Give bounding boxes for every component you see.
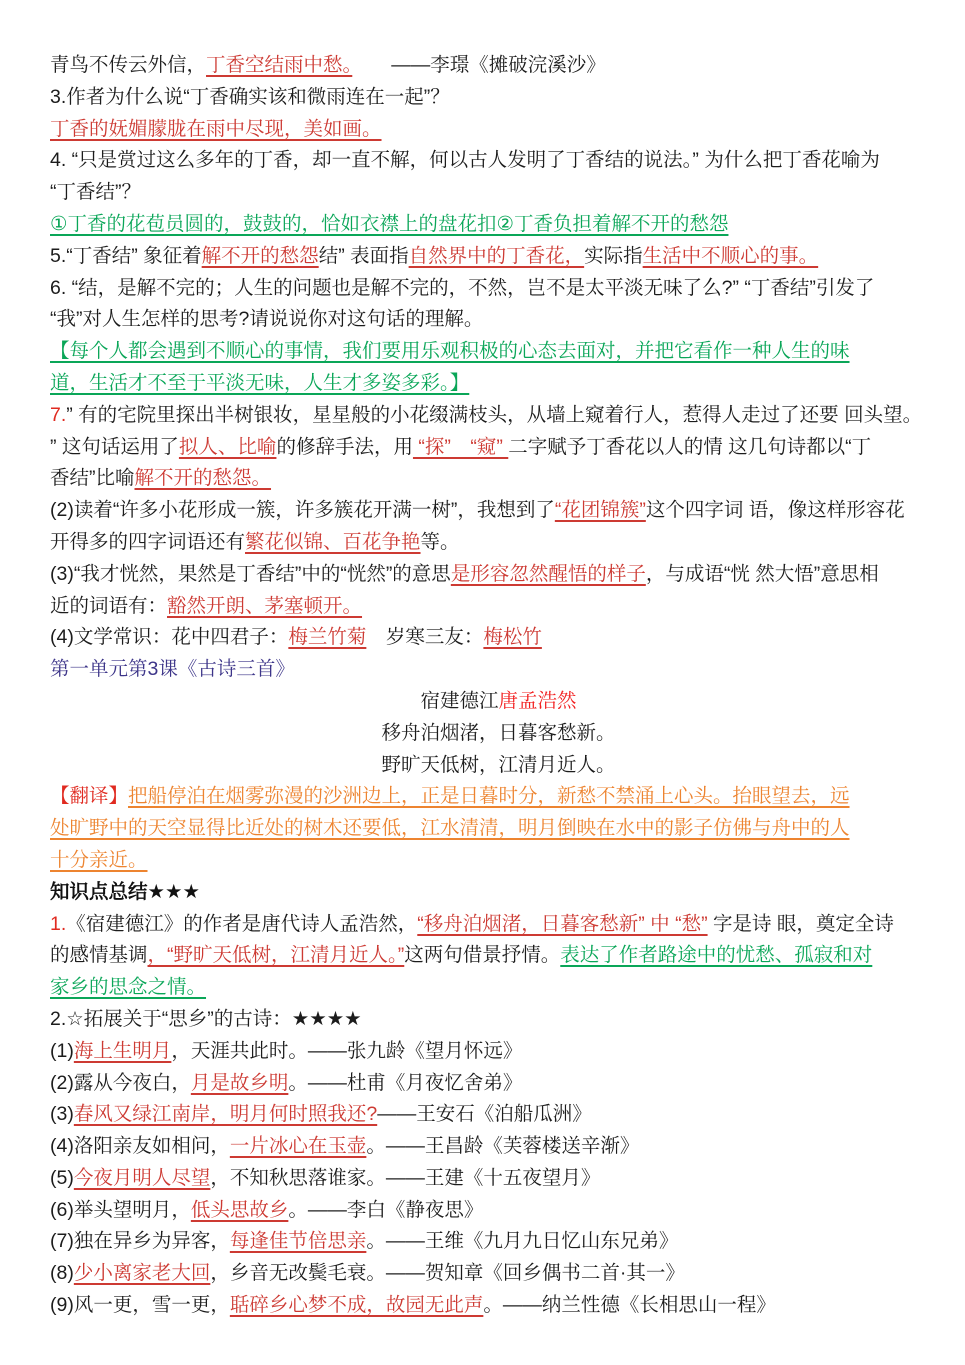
text-segment: 每逢佳节倍思亲 bbox=[229, 1230, 367, 1253]
document-line bbox=[50, 622, 947, 654]
document-line bbox=[50, 1290, 947, 1322]
text-segment: 解不开的愁怨。 bbox=[134, 467, 272, 490]
text-segment: 。——王昌龄《芙蓉楼送辛渐》 bbox=[366, 1135, 640, 1158]
text-segment: 3.作者为什么说“丁香确实该和微雨连在一起”？ bbox=[50, 85, 450, 108]
document-line bbox=[50, 813, 947, 845]
document-line bbox=[50, 1036, 947, 1068]
document-line bbox=[50, 527, 947, 559]
text-segment: ” 有的宅院里探出半树银妆，星星般的小花缀满枝头，从墙上窥着行人，惹得人走过了还要 回头望。 bbox=[66, 403, 923, 426]
text-segment: (8) bbox=[50, 1262, 74, 1285]
document-line bbox=[50, 940, 947, 972]
text-segment: 一片冰心在玉壶 bbox=[229, 1135, 367, 1158]
document-line bbox=[50, 177, 947, 209]
text-segment: 聒碎乡心梦不成，故园无此声 bbox=[229, 1294, 484, 1317]
text-segment: 移舟泊烟渚，日暮客愁新。 bbox=[381, 721, 616, 744]
text-segment: 丁香空结雨中愁。 bbox=[206, 54, 353, 76]
document-line bbox=[50, 1163, 947, 1195]
text-segment: 拟人、比喻 bbox=[178, 435, 277, 458]
text-segment: 。——李白《静夜思》 bbox=[288, 1198, 484, 1221]
text-segment: 表达了作者路途中的忧愁、孤寂和对 bbox=[560, 944, 873, 967]
text-segment: “花团锦簇” bbox=[554, 499, 646, 522]
text-segment: 。——杜甫《月夜忆舍弟》 bbox=[288, 1071, 523, 1094]
text-segment: 梅兰竹菊 bbox=[288, 626, 367, 649]
text-segment: 青鸟不传云外信， bbox=[50, 54, 207, 76]
text-segment: 豁然开朗、茅塞顿开。 bbox=[167, 594, 363, 617]
text-segment: (2)读着“许多小花形成一簇，许多簇花开满一树”，我想到了 bbox=[50, 499, 555, 522]
document-line bbox=[50, 686, 947, 718]
text-segment: 把船停泊在烟雾弥漫的沙洲边上，正是日暮时分，新愁不禁涌上心头。抬眼望去，远 bbox=[128, 785, 850, 808]
document-line bbox=[50, 718, 947, 750]
text-segment: (3) bbox=[50, 1103, 74, 1126]
text-segment: 结” 表面指 bbox=[318, 244, 409, 267]
text-segment: (1) bbox=[50, 1039, 74, 1062]
text-segment: 梅松竹 bbox=[483, 626, 542, 649]
document-body bbox=[50, 50, 947, 1322]
document-line bbox=[50, 400, 947, 432]
text-segment: 5.“丁香结” 象征着 bbox=[50, 244, 202, 267]
document-line bbox=[50, 114, 947, 146]
text-segment: 处旷野中的天空显得比近处的树木还要低，江水清清，明月倒映在水中的影子仿佛与舟中的人 bbox=[50, 817, 850, 840]
text-segment: 的修辞手法，用 bbox=[276, 435, 413, 458]
document-line bbox=[50, 304, 947, 336]
document-line bbox=[50, 1258, 947, 1290]
text-segment: 7. bbox=[50, 403, 67, 426]
text-segment: 开得多的四字词语还有 bbox=[50, 530, 246, 553]
text-segment: “移舟泊烟渚，日暮客愁新” 中 “愁” bbox=[417, 912, 708, 935]
text-segment: 第一单元第3课《古诗三首》 bbox=[50, 658, 295, 681]
text-segment: 岁寒三友： bbox=[366, 626, 484, 649]
document-line bbox=[50, 495, 947, 527]
text-segment: 野旷天低树，江清月近人。 bbox=[381, 753, 616, 776]
text-segment: 道，生活才不至于平淡无味，人生才多姿多彩。】 bbox=[50, 371, 470, 394]
text-segment: 二字赋予丁香花以人的情 这几句诗都以“丁 bbox=[508, 435, 872, 458]
document-line bbox=[50, 50, 947, 82]
text-segment: 少小离家老大回 bbox=[73, 1262, 211, 1285]
text-segment: (4)文学常识：花中四君子： bbox=[50, 626, 289, 649]
text-segment: 1. bbox=[50, 912, 67, 935]
text-segment: 月是故乡明 bbox=[190, 1071, 289, 1094]
document-line bbox=[50, 1195, 947, 1227]
document-line bbox=[50, 750, 947, 782]
text-segment: ” 这句话运用了 bbox=[50, 435, 179, 458]
text-segment: 自然界中的丁香花， bbox=[408, 244, 585, 267]
text-segment: 是形容忽然醒悟的样子 bbox=[450, 562, 646, 585]
document-line bbox=[50, 972, 947, 1004]
document-line bbox=[50, 432, 947, 464]
text-segment: 今夜月明人尽望 bbox=[73, 1166, 211, 1189]
text-segment: 丁香的妩媚朦胧在雨中尽现，美如画。 bbox=[50, 117, 382, 140]
text-segment: 唐孟浩然 bbox=[498, 689, 577, 712]
text-segment: (2)露从今夜白， bbox=[50, 1071, 191, 1094]
text-segment: “探” “窥” bbox=[412, 435, 509, 458]
text-segment: 这两句借景抒情。 bbox=[404, 944, 561, 967]
document-line bbox=[50, 368, 947, 400]
text-segment: 这个四字词 语，像这样形容花 bbox=[645, 499, 905, 522]
text-segment: 4. “只是赏过这么多年的丁香，却一直不解，何以古人发明了丁香结的说法。” 为什么把丁香花喻为 bbox=[50, 149, 880, 172]
text-segment: “丁香结”？ bbox=[50, 181, 141, 204]
text-segment: 香结”比喻 bbox=[50, 467, 135, 490]
text-segment: (6)举头望明月， bbox=[50, 1198, 191, 1221]
document-line bbox=[50, 1131, 947, 1163]
text-segment: 字是诗 眼，奠定全诗 bbox=[707, 912, 894, 935]
text-segment: 低头思故乡 bbox=[190, 1198, 289, 1221]
document-line bbox=[50, 877, 947, 909]
text-segment: 《宿建德江》的作者是唐代诗人孟浩然， bbox=[66, 912, 418, 935]
text-segment: 近的词语有： bbox=[50, 594, 168, 617]
text-segment: 繁花似锦、百花争艳 bbox=[245, 530, 421, 553]
document-line bbox=[50, 273, 947, 305]
text-segment: 实际指 bbox=[584, 244, 643, 267]
text-segment: 宿建德江 bbox=[420, 689, 499, 712]
document-line bbox=[50, 336, 947, 368]
text-segment: 知识点总结★★★ bbox=[50, 880, 200, 903]
text-segment: 家乡的思念之情。 bbox=[50, 976, 207, 999]
text-segment: 十分亲近。 bbox=[50, 848, 148, 871]
text-segment: ，乡音无改鬓毛衰。——贺知章《回乡偶书二首·其一》 bbox=[210, 1262, 685, 1285]
document-line bbox=[50, 591, 947, 623]
text-segment: ——李璟《摊破浣溪沙》 bbox=[352, 54, 606, 76]
text-segment: (9)风一更，雪一更， bbox=[50, 1294, 230, 1317]
text-segment: (3)“我才恍然，果然是丁香结”中的“恍然”的意思 bbox=[50, 562, 451, 585]
text-segment: ——王安石《泊船瓜洲》 bbox=[377, 1103, 592, 1126]
text-segment: 。——王维《九月九日忆山东兄弟》 bbox=[366, 1230, 679, 1253]
text-segment: 生活中不顺心的事。 bbox=[642, 244, 819, 267]
document-line bbox=[50, 463, 947, 495]
text-segment: 【翻译】 bbox=[50, 785, 129, 808]
document-line bbox=[50, 209, 947, 241]
text-segment: 春风又绿江南岸，明月何时照我还? bbox=[73, 1103, 378, 1126]
document-line bbox=[50, 559, 947, 591]
document-line bbox=[50, 654, 947, 686]
text-segment: “我”对人生怎样的思考?请说说你对这句话的理解。 bbox=[50, 308, 484, 331]
text-segment: (4)洛阳亲友如相问， bbox=[50, 1135, 230, 1158]
text-segment: 解不开的愁怨 bbox=[201, 244, 319, 267]
text-segment: 的感情基调 bbox=[50, 944, 148, 967]
document-line bbox=[50, 1004, 947, 1036]
text-segment: 海上生明月 bbox=[73, 1039, 172, 1062]
text-segment: 2.☆拓展关于“思乡”的古诗：★★★★ bbox=[50, 1007, 362, 1030]
text-segment: (7)独在异乡为异客， bbox=[50, 1230, 230, 1253]
text-segment: ，天涯共此时。——张九龄《望月怀远》 bbox=[171, 1039, 523, 1062]
text-segment: ，不知秋思落谁家。——王建《十五夜望月》 bbox=[210, 1166, 601, 1189]
document-line bbox=[50, 1226, 947, 1258]
document-line bbox=[50, 781, 947, 813]
text-segment: ，与成语“恍 然大悟”意思相 bbox=[645, 562, 879, 585]
text-segment: (5) bbox=[50, 1166, 74, 1189]
text-segment: 【每个人都会遇到不顺心的事情，我们要用乐观积极的心态去面对，并把它看作一种人生的味 bbox=[50, 340, 850, 363]
document-line bbox=[50, 845, 947, 877]
document-line bbox=[50, 82, 947, 114]
document-line bbox=[50, 1068, 947, 1100]
document-line bbox=[50, 241, 947, 273]
text-segment: 等。 bbox=[420, 530, 460, 553]
document-line bbox=[50, 909, 947, 941]
document-line bbox=[50, 145, 947, 177]
text-segment: ①丁香的花苞员圆的，鼓鼓的，恰如衣襟上的盘花扣②丁香负担着解不开的愁怨 bbox=[50, 212, 729, 235]
document-line bbox=[50, 1099, 947, 1131]
text-segment: 。——纳兰性德《长相思山一程》 bbox=[483, 1294, 776, 1317]
text-segment: ，“野旷天低树，江清月近人。” bbox=[147, 944, 405, 967]
text-segment: 6. “结，是解不完的；人生的问题也是解不完的，不然，岂不是太平淡无味了么?” “丁香结”引发了 bbox=[50, 276, 875, 299]
